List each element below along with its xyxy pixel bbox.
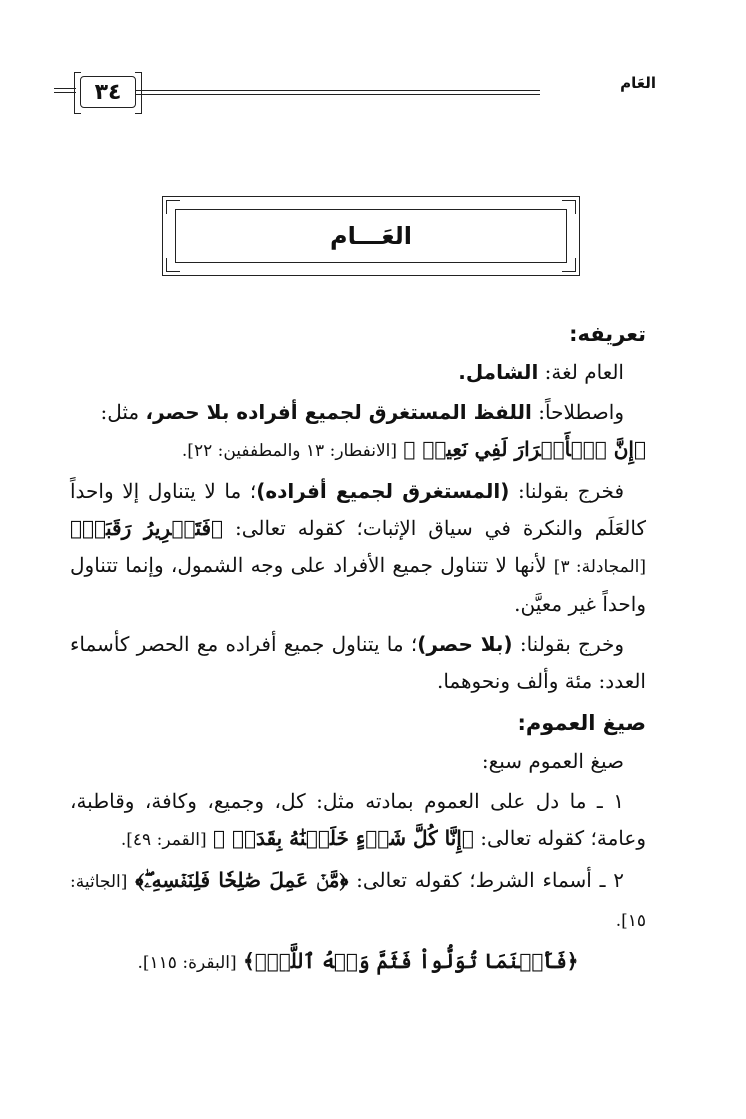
- quran-verse: ﴿فَأَيۡنَمَا تُوَلُّواْ فَثَمَّ وَجۡهُ ٱللَّهِۚ﴾: [242, 949, 579, 973]
- verse-reference: [المجادلة: ٣]: [553, 557, 647, 577]
- forms-intro: صيغ العموم سبع:: [481, 749, 624, 773]
- chapter-title: العَـــام: [330, 222, 412, 250]
- text-span: ٢ ـ أسماء الشرط؛ كقوله تعالى:: [356, 868, 625, 892]
- forms-heading: صيغ العموم:: [517, 711, 646, 735]
- quran-verse: ﴿مَّنۡ عَمِلَ صَٰلِحٗا فَلِنَفۡسِهِۦۖ﴾: [135, 868, 349, 892]
- text-span: ؛ ما لا يتناول إلا واحداً كالعَلَم والنكرة في سياق الإثبات؛ كقوله تعالى:: [70, 479, 646, 540]
- text-span: فخرج بقولنا:: [517, 479, 625, 503]
- exclusion-paragraph-2: [70, 626, 646, 700]
- text-span: ؛ ما يتناول جميع أفراده مع الحصر كأسماء العدد: مئة وألف ونحوهما.: [70, 632, 646, 693]
- lang-label: العام لغة:: [544, 360, 624, 384]
- chapter-title-frame: [162, 196, 580, 276]
- header-double-rule: [128, 90, 540, 95]
- page-number: ٣٤: [80, 76, 136, 108]
- term-value: اللفظ المستغرق لجميع أفراده بلا حصر،: [145, 400, 532, 424]
- lang-value: الشامل.: [458, 360, 539, 384]
- quran-verse: ﴿فَتَحۡرِيرُ رَقَبَةٖ﴾: [70, 516, 224, 540]
- header-double-rule-left: [54, 88, 76, 93]
- term-tail: مثل:: [100, 400, 140, 424]
- running-header-title: العَام: [620, 74, 656, 92]
- quran-verse: ﴿إِنَّا كُلَّ شَيۡءٍ خَلَقۡنَٰهُ بِقَدَرٖ ﴾: [213, 826, 474, 850]
- verse-reference: [البقرة: ١١٥].: [137, 953, 237, 973]
- running-header: [60, 70, 656, 120]
- verse-reference: [الانفطار: ١٣ والمطففين: ٢٢].: [181, 441, 398, 461]
- term-definition: [70, 394, 646, 470]
- verse-reference: [القمر: ٤٩].: [120, 830, 207, 850]
- text-span: لأنها لا تتناول جميع الأفراد على وجه الشمول، وإنما تتناول واحداً غير معيَّن.: [70, 553, 646, 616]
- form-item-2: [70, 862, 646, 940]
- bold-phrase: (المستغرق لجميع أفراده): [256, 479, 510, 503]
- quran-verse: ﴿إِنَّ ٱلۡأَبۡرَارَ لَفِي نَعِيمٖ ﴾: [403, 437, 646, 461]
- form-item-2-example: [70, 943, 646, 982]
- text-span: وخرج بقولنا:: [519, 632, 625, 656]
- page-body: [70, 312, 646, 985]
- verse-reference: [الجاثية: ١٥].: [70, 872, 646, 931]
- text-span: ١ ـ ما دل على العموم بمادته مثل: كل، وجميع، وكافة، وقاطبة، وعامة؛ كقوله تعالى:: [70, 789, 646, 850]
- definition-heading: تعريفه:: [569, 322, 646, 346]
- chapter-title-inner: [175, 209, 567, 263]
- exclusion-paragraph-1: [70, 473, 646, 623]
- term-intro: واصطلاحاً:: [538, 400, 624, 424]
- bold-phrase: (بلا حصر): [417, 632, 513, 656]
- lang-definition: [70, 354, 646, 391]
- form-item-1: [70, 783, 646, 859]
